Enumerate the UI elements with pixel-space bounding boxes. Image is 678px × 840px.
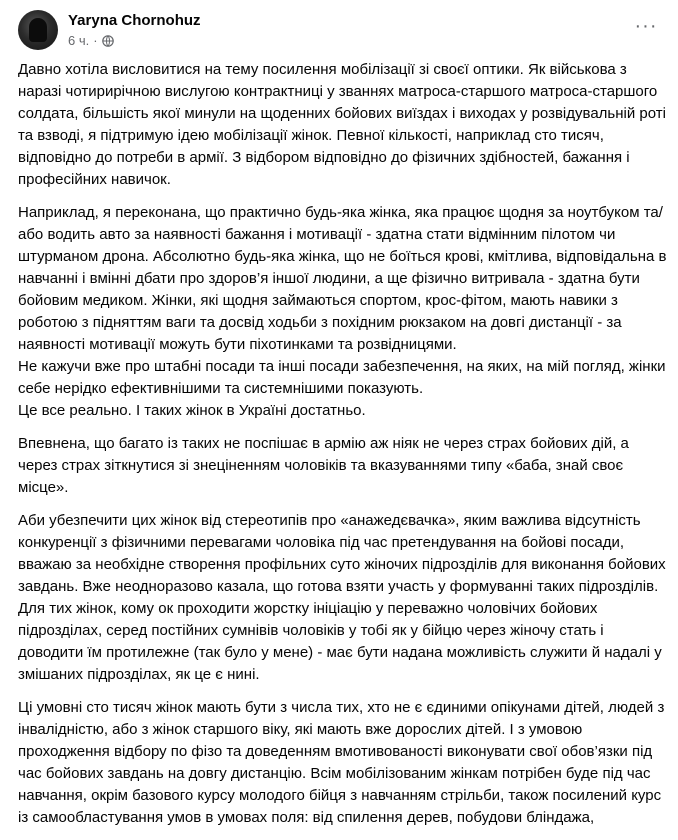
post-paragraph xyxy=(18,510,668,686)
paragraph-line: Аби убезпечити цих жінок від стереотипів про «анажедєвачка», яким важлива відсутність конкуренції з фізичними перевагами чоловіка під час претендування на бойові посади, вважаю за необхідне створення профільних суто жіночих підрозділів для виконання бойових завдань. Вже неодноразово казала, що готова взяти участь у формуванні таких підрозділів. xyxy=(18,512,666,595)
post-paragraph xyxy=(18,202,668,422)
paragraph-line: Наприклад, я переконана, що практично будь-яка жінка, яка працює щодня за ноутбуком та/або водить авто за наявності бажання і мотивації - здатна стати відмінним пілотом чи штурманом дрона. Абсолютно будь-яка жінка, що не боїться крові, кмітлива, відповідальна в навчанні і вмінні дбати про здоров’я іншої людини, а ще фізично витривала - здатна бути бойовим медиком. Жінки, які щодня займаються спортом, крос-фітом, мають навики з роботою з підняттям ваги та досвід ходьби з похідним рюкзаком на довгі дистанції - за наявності мотивації можуть бути піхотинками та розвідницями. xyxy=(18,204,667,353)
paragraph-line: Ці умовні сто тисяч жінок мають бути з числа тих, хто не є єдиними опікунами дітей, людей з інвалідністю, або з жінок старшого віку, які мають вже дорослих дітей. І з умовою проходження відбору по фізо та доведенням вмотивованості виконувати свої обов’язки під час бойових завдань на довгу дистанцію. Всім мобілізованим жінкам потрібен буде під час навчання, окрім базового курсу молодого бійця з навчанням стрільби, також посилений курс із самообластування умов в умовах поля: від спилення дерев, побудови бліндажа, xyxy=(18,699,665,826)
post-meta xyxy=(68,12,201,48)
author-name[interactable]: Yaryna Chornohuz xyxy=(68,12,201,29)
separator-dot: · xyxy=(93,33,98,48)
paragraph-line: Не кажучи вже про штабні посади та інші посади забезпечення, на яких, на мій погляд, жінки себе нерідко ефективнішими та системнішими показують. xyxy=(18,358,666,397)
post-header xyxy=(18,10,201,50)
paragraph-line: Давно хотіла висловитися на тему посилення мобілізації зі своєї оптики. Як військова з наразі чотирирічною вислугою контрактниці у званнях матроса-старшого матроса-старшого солдата, більшість якої минули на щоденних бойових виїздах і виходах у розвідувальній роті та взводі, я підтримую ідею мобілізації жінок. Певної кількості, наприклад сто тисяч, відповідно до потреби в армії. З відбором відповідно до фізичних здібностей, бажання і професійних навичок. xyxy=(18,61,666,188)
paragraph-line: Це все реально. І таких жінок в Україні достатньо. xyxy=(18,402,366,419)
paragraph-line: Впевнена, що багато із таких не поспішає в армію аж ніяк не через страх бойових дій, а через страх зіткнутися зі знеціненням чоловіків та вказуваннями типу «баба, знай своє місце». xyxy=(18,435,629,496)
post-subline xyxy=(68,33,201,48)
avatar-photo xyxy=(29,18,47,42)
globe-icon[interactable] xyxy=(102,35,114,47)
paragraph-line: Для тих жінок, кому ок проходити жорстку ініціацію у переважно чоловічих бойових підрозділах, серед постійних сумнівів чоловіків у тобі як у бійцю через жіночу стать і доводити їм протилежне (так було у мене) - має бути надана можливість служити й надалі у змішаних підрозділах, як це є нині. xyxy=(18,600,662,683)
post-paragraph xyxy=(18,697,668,829)
more-options-icon[interactable]: ··· xyxy=(634,14,658,37)
post-paragraph xyxy=(18,433,668,499)
avatar[interactable] xyxy=(18,10,58,50)
post-time[interactable]: 6 ч. xyxy=(68,33,90,48)
post-paragraph xyxy=(18,59,668,191)
post-text xyxy=(18,59,668,840)
